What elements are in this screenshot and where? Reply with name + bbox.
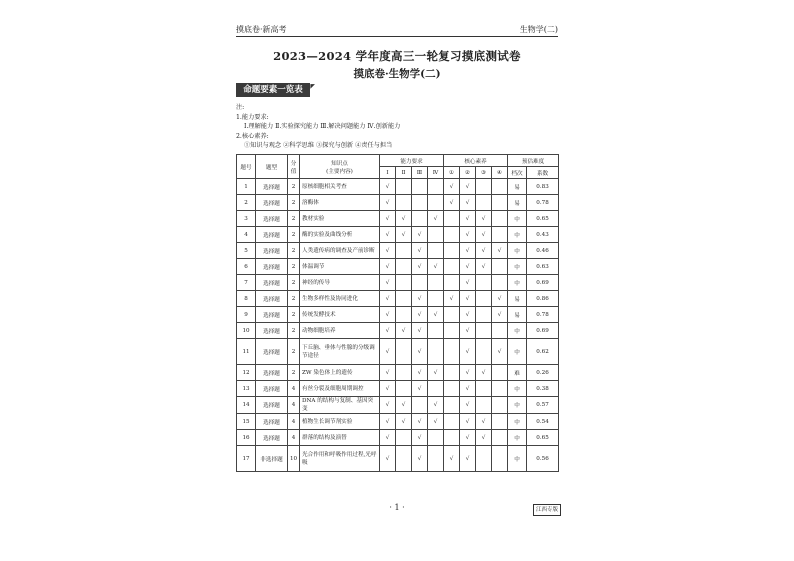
cell-core-4 — [492, 259, 508, 275]
cell-ability-3: √ — [412, 446, 428, 472]
cell-coef: 0.65 — [527, 211, 559, 227]
cell-ability-4: √ — [428, 414, 444, 430]
table-row — [237, 397, 559, 414]
cell-core-1 — [444, 275, 460, 291]
header-right-text: 生物学(二) — [519, 25, 558, 34]
cell-ability-4: √ — [428, 211, 444, 227]
cell-score: 2 — [288, 195, 300, 211]
cell-level: 中 — [508, 414, 527, 430]
cell-type: 选择题 — [256, 275, 288, 291]
page-number: · 1 · — [389, 503, 405, 512]
cell-ability-2 — [396, 339, 412, 365]
cell-core-2: √ — [460, 414, 476, 430]
cell-ability-4 — [428, 323, 444, 339]
cell-core-3: √ — [476, 243, 492, 259]
cell-ability-3: √ — [412, 243, 428, 259]
cell-ability-2 — [396, 179, 412, 195]
cell-topic: 人类遗传病的调查及产前诊断 — [300, 243, 380, 259]
notes-line-1: 1.能力要求: — [236, 113, 269, 121]
cell-type: 选择题 — [256, 259, 288, 275]
cell-core-2: √ — [460, 275, 476, 291]
cell-core-1 — [444, 211, 460, 227]
cell-ability-2 — [396, 446, 412, 472]
cell-core-3 — [476, 291, 492, 307]
cell-topic: ZW 染色体上的遗传 — [300, 365, 380, 381]
cell-coef: 0.69 — [527, 323, 559, 339]
cell-type: 选择题 — [256, 307, 288, 323]
corner-mark-icon: ◤ — [310, 83, 315, 90]
cell-ability-2: √ — [396, 211, 412, 227]
cell-score: 4 — [288, 381, 300, 397]
cell-core-3: √ — [476, 365, 492, 381]
header-ability-1: Ⅰ — [380, 167, 396, 179]
header-core-4: ④ — [492, 167, 508, 179]
cell-level: 中 — [508, 275, 527, 291]
cell-num: 11 — [237, 339, 256, 365]
header-core-3: ③ — [476, 167, 492, 179]
cell-ability-1: √ — [380, 365, 396, 381]
cell-level: 易 — [508, 179, 527, 195]
cell-type: 选择题 — [256, 211, 288, 227]
cell-score: 2 — [288, 291, 300, 307]
cell-ability-2 — [396, 381, 412, 397]
cell-num: 6 — [237, 259, 256, 275]
cell-ability-2 — [396, 275, 412, 291]
cell-type: 选择题 — [256, 291, 288, 307]
cell-ability-1: √ — [380, 259, 396, 275]
cell-core-4 — [492, 227, 508, 243]
header-core: 核心素养 — [444, 155, 508, 167]
cell-core-4 — [492, 323, 508, 339]
header-divider — [236, 36, 558, 37]
cell-core-1 — [444, 430, 460, 446]
cell-num: 7 — [237, 275, 256, 291]
cell-ability-1: √ — [380, 446, 396, 472]
cell-score: 2 — [288, 365, 300, 381]
cell-ability-2 — [396, 430, 412, 446]
cell-core-3: √ — [476, 414, 492, 430]
table-row — [237, 291, 559, 307]
cell-level: 中 — [508, 259, 527, 275]
cell-score: 2 — [288, 339, 300, 365]
cell-core-4 — [492, 414, 508, 430]
cell-topic: 动物细胞培养 — [300, 323, 380, 339]
notes-line-2: Ⅰ.理解能力 Ⅱ.实验探究能力 Ⅲ.解决问题能力 Ⅳ.创新能力 — [244, 123, 401, 131]
cell-ability-3: √ — [412, 430, 428, 446]
notes-block — [236, 103, 400, 151]
cell-ability-2 — [396, 243, 412, 259]
cell-ability-4 — [428, 430, 444, 446]
cell-core-1 — [444, 307, 460, 323]
cell-ability-2 — [396, 291, 412, 307]
cell-ability-4 — [428, 275, 444, 291]
cell-num: 10 — [237, 323, 256, 339]
cell-ability-4: √ — [428, 365, 444, 381]
cell-core-4: √ — [492, 339, 508, 365]
table-row — [237, 179, 559, 195]
header-core-1: ① — [444, 167, 460, 179]
cell-topic: 教材实验 — [300, 211, 380, 227]
header-topic-sub: (主要内容) — [326, 168, 353, 175]
cell-topic: 下丘脑、垂体与性腺的分级调节途径 — [300, 339, 380, 365]
cell-coef: 0.62 — [527, 339, 559, 365]
cell-level: 易 — [508, 291, 527, 307]
cell-ability-3: √ — [412, 259, 428, 275]
cell-ability-1: √ — [380, 195, 396, 211]
cell-ability-4 — [428, 227, 444, 243]
table-row — [237, 381, 559, 397]
cell-ability-2: √ — [396, 323, 412, 339]
cell-num: 4 — [237, 227, 256, 243]
cell-core-1 — [444, 339, 460, 365]
cell-score: 2 — [288, 243, 300, 259]
cell-ability-3 — [412, 179, 428, 195]
cell-core-1 — [444, 414, 460, 430]
cell-score: 4 — [288, 397, 300, 414]
cell-ability-4 — [428, 243, 444, 259]
cell-topic: 群落的结构及演替 — [300, 430, 380, 446]
cell-coef: 0.78 — [527, 195, 559, 211]
cell-core-4 — [492, 211, 508, 227]
cell-score: 2 — [288, 323, 300, 339]
cell-core-3 — [476, 179, 492, 195]
cell-core-2: √ — [460, 179, 476, 195]
cell-ability-3 — [412, 195, 428, 211]
table-body — [237, 179, 559, 472]
cell-ability-4 — [428, 339, 444, 365]
cell-ability-3: √ — [412, 381, 428, 397]
cell-ability-4 — [428, 381, 444, 397]
cell-level: 中 — [508, 227, 527, 243]
cell-coef: 0.57 — [527, 397, 559, 414]
cell-level: 中 — [508, 397, 527, 414]
cell-core-1: √ — [444, 446, 460, 472]
cell-topic: 原核细胞相关考查 — [300, 179, 380, 195]
table-row — [237, 307, 559, 323]
cell-core-2: √ — [460, 397, 476, 414]
cell-level: 中 — [508, 323, 527, 339]
cell-ability-1: √ — [380, 414, 396, 430]
document-title: 2023—2024 学年度高三一轮复习摸底测试卷 — [273, 49, 521, 63]
cell-core-2: √ — [460, 211, 476, 227]
cell-coef: 0.43 — [527, 227, 559, 243]
table-row — [237, 365, 559, 381]
table-row — [237, 259, 559, 275]
cell-coef: 0.69 — [527, 275, 559, 291]
cell-num: 3 — [237, 211, 256, 227]
cell-score: 2 — [288, 227, 300, 243]
cell-topic: 酶的实验及曲线分析 — [300, 227, 380, 243]
cell-type: 选择题 — [256, 365, 288, 381]
document-subtitle: 摸底卷·生物学(二) — [353, 68, 441, 80]
notes-line-3: 2.核心素养: — [236, 132, 269, 140]
cell-ability-2: √ — [396, 397, 412, 414]
cell-level: 中 — [508, 430, 527, 446]
cell-ability-1: √ — [380, 227, 396, 243]
cell-type: 选择题 — [256, 397, 288, 414]
cell-type: 选择题 — [256, 243, 288, 259]
cell-level: 难 — [508, 365, 527, 381]
cell-score: 2 — [288, 211, 300, 227]
table-row — [237, 211, 559, 227]
cell-core-1: √ — [444, 291, 460, 307]
cell-core-1 — [444, 381, 460, 397]
cell-ability-2 — [396, 307, 412, 323]
cell-ability-1: √ — [380, 397, 396, 414]
table-row — [237, 323, 559, 339]
cell-core-3 — [476, 195, 492, 211]
cell-ability-1: √ — [380, 211, 396, 227]
cell-core-4 — [492, 275, 508, 291]
cell-num: 15 — [237, 414, 256, 430]
cell-core-3: √ — [476, 430, 492, 446]
cell-ability-3: √ — [412, 323, 428, 339]
cell-type: 非选择题 — [256, 446, 288, 472]
header-topic — [300, 155, 380, 179]
cell-core-2: √ — [460, 259, 476, 275]
cell-core-4 — [492, 397, 508, 414]
header-level: 档次 — [508, 167, 527, 179]
cell-ability-1: √ — [380, 179, 396, 195]
cell-level: 中 — [508, 381, 527, 397]
question-elements-table — [236, 154, 559, 472]
cell-topic: 体温调节 — [300, 259, 380, 275]
cell-coef: 0.86 — [527, 291, 559, 307]
cell-core-3 — [476, 323, 492, 339]
cell-core-1 — [444, 227, 460, 243]
cell-ability-4: √ — [428, 259, 444, 275]
cell-core-1: √ — [444, 179, 460, 195]
cell-core-4 — [492, 195, 508, 211]
table-row — [237, 430, 559, 446]
cell-core-2: √ — [460, 339, 476, 365]
table-row — [237, 446, 559, 472]
cell-type: 选择题 — [256, 339, 288, 365]
cell-core-3 — [476, 446, 492, 472]
cell-core-4: √ — [492, 243, 508, 259]
cell-level: 易 — [508, 195, 527, 211]
cell-score: 2 — [288, 275, 300, 291]
cell-ability-1: √ — [380, 243, 396, 259]
cell-coef: 0.78 — [527, 307, 559, 323]
cell-ability-3: √ — [412, 365, 428, 381]
cell-type: 选择题 — [256, 195, 288, 211]
cell-core-1 — [444, 365, 460, 381]
cell-num: 12 — [237, 365, 256, 381]
cell-core-1: √ — [444, 195, 460, 211]
cell-core-1 — [444, 259, 460, 275]
cell-core-4 — [492, 179, 508, 195]
cell-core-3: √ — [476, 211, 492, 227]
cell-ability-4 — [428, 195, 444, 211]
cell-score: 2 — [288, 179, 300, 195]
cell-coef: 0.65 — [527, 430, 559, 446]
cell-topic: 有丝分裂及细胞周期调控 — [300, 381, 380, 397]
cell-topic: 溶酶体 — [300, 195, 380, 211]
header-ability: 能力要求 — [380, 155, 444, 167]
cell-level: 中 — [508, 339, 527, 365]
cell-core-2: √ — [460, 307, 476, 323]
cell-coef: 0.46 — [527, 243, 559, 259]
cell-level: 中 — [508, 243, 527, 259]
cell-core-2: √ — [460, 243, 476, 259]
cell-core-4 — [492, 430, 508, 446]
cell-num: 5 — [237, 243, 256, 259]
cell-type: 选择题 — [256, 323, 288, 339]
cell-core-4 — [492, 446, 508, 472]
cell-ability-4: √ — [428, 307, 444, 323]
cell-core-4 — [492, 365, 508, 381]
edition-badge: 江西专版 — [533, 504, 561, 516]
cell-num: 17 — [237, 446, 256, 472]
table-row — [237, 275, 559, 291]
cell-ability-4: √ — [428, 397, 444, 414]
cell-core-2: √ — [460, 227, 476, 243]
header-num: 题号 — [237, 155, 256, 179]
cell-num: 9 — [237, 307, 256, 323]
cell-ability-1: √ — [380, 323, 396, 339]
header-topic-main: 知识点 — [331, 160, 348, 167]
cell-ability-3: √ — [412, 291, 428, 307]
cell-topic: 神经的传导 — [300, 275, 380, 291]
table-row — [237, 414, 559, 430]
header-coef: 系数 — [527, 167, 559, 179]
cell-num: 16 — [237, 430, 256, 446]
header-difficulty: 预估难度 — [508, 155, 559, 167]
table-row — [237, 243, 559, 259]
notes-line-4: ①知识与观念 ②科学思维 ③探究与创新 ④责任与担当 — [244, 142, 393, 150]
header-ability-4: Ⅳ — [428, 167, 444, 179]
cell-core-2: √ — [460, 430, 476, 446]
cell-ability-4 — [428, 179, 444, 195]
cell-score: 4 — [288, 414, 300, 430]
table-row — [237, 227, 559, 243]
cell-coef: 0.26 — [527, 365, 559, 381]
cell-ability-2 — [396, 259, 412, 275]
cell-ability-3: √ — [412, 414, 428, 430]
cell-ability-3 — [412, 275, 428, 291]
cell-coef: 0.63 — [527, 259, 559, 275]
table-row — [237, 195, 559, 211]
cell-ability-3: √ — [412, 227, 428, 243]
cell-ability-1: √ — [380, 381, 396, 397]
cell-ability-1: √ — [380, 291, 396, 307]
cell-level: 中 — [508, 211, 527, 227]
cell-core-3 — [476, 307, 492, 323]
cell-ability-3 — [412, 211, 428, 227]
cell-num: 13 — [237, 381, 256, 397]
cell-score: 2 — [288, 259, 300, 275]
cell-ability-3: √ — [412, 307, 428, 323]
cell-ability-4 — [428, 291, 444, 307]
cell-topic: 生物多样性及协同进化 — [300, 291, 380, 307]
header-left-text: 摸底卷·新高考 — [236, 25, 287, 34]
cell-coef: 0.54 — [527, 414, 559, 430]
cell-ability-1: √ — [380, 275, 396, 291]
cell-num: 8 — [237, 291, 256, 307]
cell-ability-2: √ — [396, 227, 412, 243]
cell-level: 中 — [508, 446, 527, 472]
cell-ability-2 — [396, 365, 412, 381]
cell-core-2: √ — [460, 446, 476, 472]
header-score: 分值 — [288, 155, 300, 179]
cell-core-1 — [444, 397, 460, 414]
cell-type: 选择题 — [256, 179, 288, 195]
cell-coef: 0.56 — [527, 446, 559, 472]
cell-core-2: √ — [460, 195, 476, 211]
cell-core-2: √ — [460, 323, 476, 339]
header-type: 题型 — [256, 155, 288, 179]
cell-type: 选择题 — [256, 227, 288, 243]
cell-core-4: √ — [492, 307, 508, 323]
cell-core-4: √ — [492, 291, 508, 307]
cell-core-2: √ — [460, 381, 476, 397]
cell-num: 2 — [237, 195, 256, 211]
notes-lead: 注: — [236, 104, 245, 111]
cell-ability-3: √ — [412, 339, 428, 365]
cell-core-3 — [476, 381, 492, 397]
section-banner — [236, 83, 315, 97]
cell-level: 易 — [508, 307, 527, 323]
cell-ability-1: √ — [380, 307, 396, 323]
cell-topic: DNA 的结构与复制、基因突变 — [300, 397, 380, 414]
cell-core-3: √ — [476, 259, 492, 275]
cell-core-3 — [476, 339, 492, 365]
cell-core-1 — [444, 243, 460, 259]
cell-score: 10 — [288, 446, 300, 472]
cell-ability-2 — [396, 195, 412, 211]
cell-core-1 — [444, 323, 460, 339]
cell-type: 选择题 — [256, 381, 288, 397]
cell-core-2: √ — [460, 291, 476, 307]
cell-core-3 — [476, 397, 492, 414]
cell-core-2: √ — [460, 365, 476, 381]
table-row — [237, 339, 559, 365]
cell-topic: 传统发酵技术 — [300, 307, 380, 323]
cell-type: 选择题 — [256, 414, 288, 430]
cell-core-4 — [492, 381, 508, 397]
cell-num: 14 — [237, 397, 256, 414]
cell-core-3: √ — [476, 227, 492, 243]
cell-num: 1 — [237, 179, 256, 195]
cell-coef: 0.38 — [527, 381, 559, 397]
section-banner-label: 命题要素一览表 — [243, 85, 303, 95]
cell-score: 4 — [288, 430, 300, 446]
cell-topic: 植物生长调节剂实验 — [300, 414, 380, 430]
header-ability-3: Ⅲ — [412, 167, 428, 179]
header-core-2: ② — [460, 167, 476, 179]
cell-ability-3 — [412, 397, 428, 414]
cell-coef: 0.83 — [527, 179, 559, 195]
cell-ability-1: √ — [380, 339, 396, 365]
cell-topic: 光合作用和呼吸作用过程,光呼吸 — [300, 446, 380, 472]
cell-ability-2: √ — [396, 414, 412, 430]
header-ability-2: Ⅱ — [396, 167, 412, 179]
cell-ability-4 — [428, 446, 444, 472]
cell-type: 选择题 — [256, 430, 288, 446]
cell-core-3 — [476, 275, 492, 291]
cell-ability-1: √ — [380, 430, 396, 446]
cell-score: 2 — [288, 307, 300, 323]
